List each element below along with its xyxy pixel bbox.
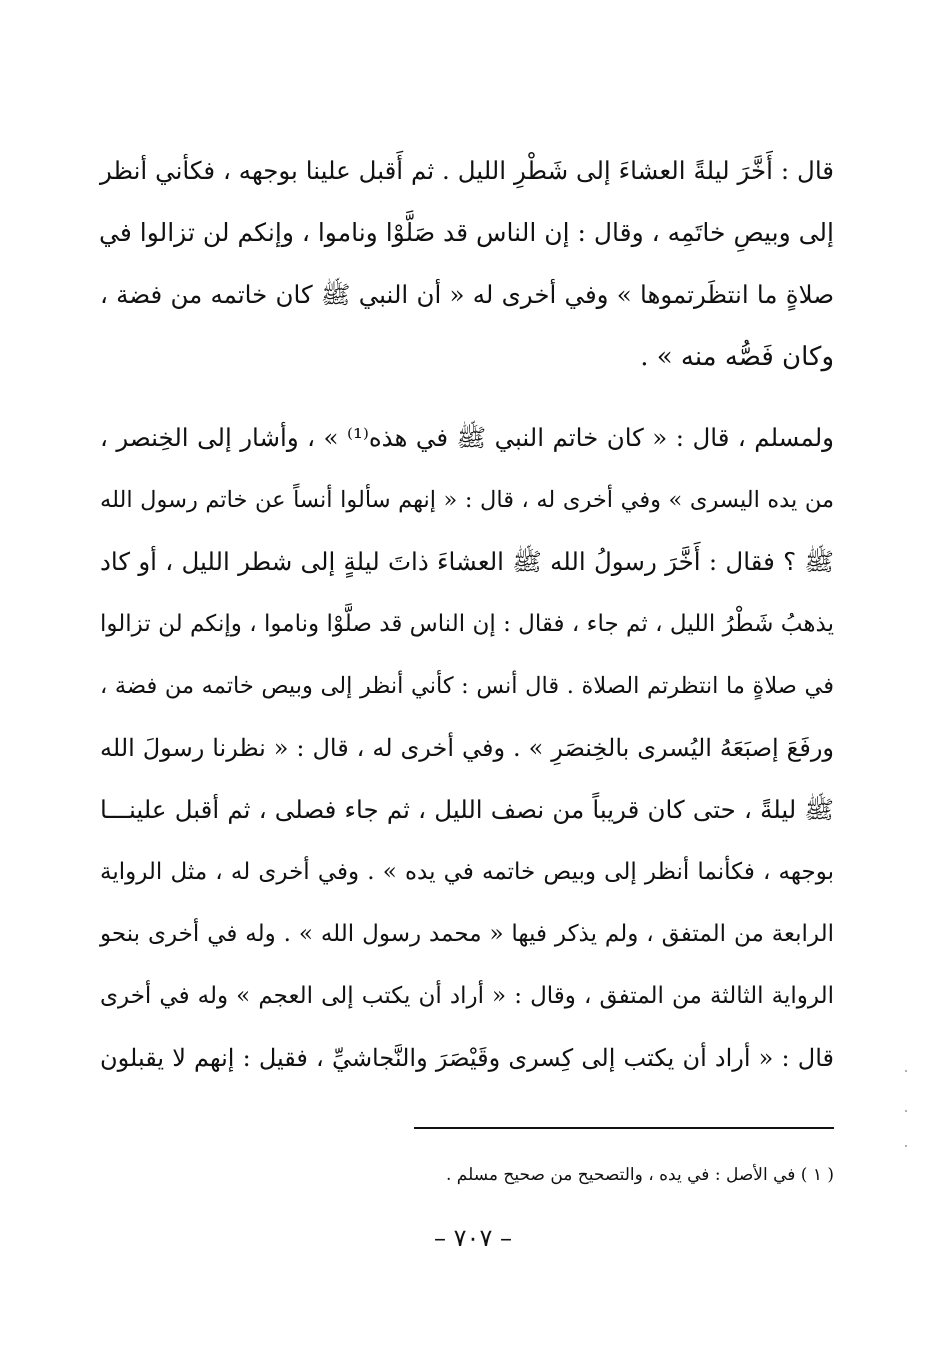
text-line: قال : « أراد أن يكتب إلى كِسرى وقَيْصَرَ والنَّجاشيِّ ، فقيل : إنهم لا يقبلون: [100, 1044, 834, 1072]
text-line: بوجهه ، فكأنما أنظر إلى وبيص خاتمه في يده » . وفي أخرى له ، مثل الرواية: [100, 859, 834, 885]
text-line: الرواية الثالثة من المتفق ، وقال : « أراد أن يكتب إلى العجم » وله في أخرى: [100, 983, 834, 1009]
paragraph-2: [100, 407, 834, 1089]
text-line: من يده اليسرى » وفي أخرى له ، قال : « إنهم سألوا أنساً عن خاتم رسول الله: [100, 487, 834, 513]
text-line: ﷺ ؟ فقال : أَخَّرَ رسولُ الله ﷺ العشاءَ ذاتَ ليلةٍ إلى شطر الليل ، أو كاد: [100, 547, 834, 576]
text-line: الرابعة من المتفق ، ولم يذكر فيها « محمد رسول الله » . وله في أخرى بنحو: [100, 921, 834, 947]
footnote-divider: [414, 1127, 834, 1129]
text-line: ولمسلم ، قال : « كان خاتم النبي ﷺ في هذه⁽¹⁾ » ، وأشار إلى الخِنصر ،: [100, 423, 835, 452]
margin-speck: [905, 1070, 907, 1072]
text-line: في صلاةٍ ما انتظرتم الصلاة . قال أنس : كأني أنظر إلى وبيص خاتمه من فضة ،: [100, 673, 834, 699]
text-line: ﷺ ليلةً ، حتى كان قريباً من نصف الليل ، ثم جاء فصلى ، ثم أقبل علينـــا: [100, 795, 834, 824]
footnote: ( ١ ) في الأصل : في يده ، والتصحيح من صحيح مسلم .: [446, 1165, 834, 1185]
paragraph-1: [100, 140, 834, 388]
margin-speck: [905, 1110, 907, 1112]
text-line: قال : أَخَّرَ ليلةً العشاءَ إلى شَطْرِ الليل . ثم أَقبل علينا بوجهه ، فكأني أنظر: [100, 156, 834, 185]
page-number: – ٧٠٧ –: [434, 1224, 512, 1252]
text-line: يذهبُ شَطْرُ الليل ، ثم جاء ، فقال : إن الناس قد صلَّوْا وناموا ، وإنكم لن تزالوا: [100, 611, 834, 637]
text-line: ورفَعَ إصبَعَهُ اليُسرى بالخِنصَرِ » . وفي أخرى له ، قال : « نظرنا رسولَ الله: [100, 734, 834, 762]
margin-speck: [905, 1145, 907, 1147]
text-line: إلى وبيصِ خاتَمِه ، وقال : إن الناس قد صَلَّوْا وناموا ، وإنكم لن تزالوا في: [99, 218, 834, 247]
text-line: وكان فَصُّه منه » .: [640, 342, 834, 372]
text-line: صلاةٍ ما انتظَرتموها » وفي أخرى له « أن النبي ﷺ كان خاتمه من فضة ،: [100, 280, 834, 309]
